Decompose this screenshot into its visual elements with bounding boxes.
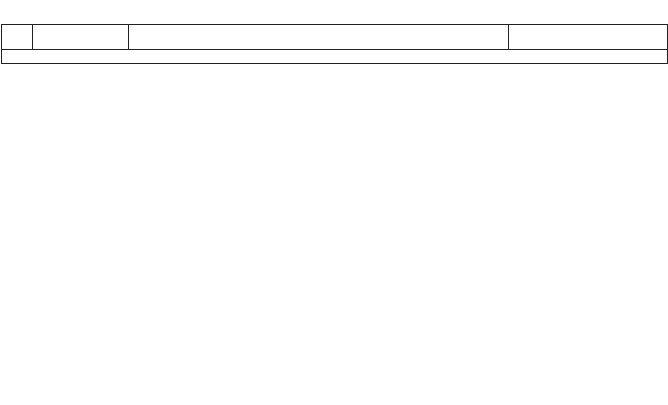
section-label <box>2 50 668 64</box>
header-name <box>33 25 129 50</box>
table-header-row <box>2 25 668 50</box>
profitability-table <box>1 24 668 64</box>
header-explanation <box>509 25 668 50</box>
section-row <box>2 50 668 64</box>
header-method <box>129 25 509 50</box>
section-separator <box>2 50 668 64</box>
header-num <box>2 25 33 50</box>
